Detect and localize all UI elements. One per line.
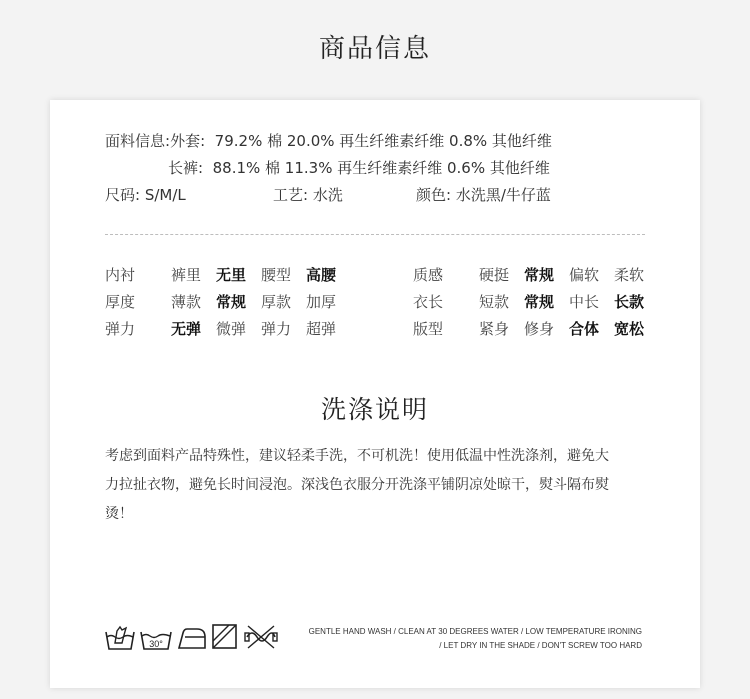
fabric-pants-label: 长裤:	[168, 159, 204, 177]
attribute-option: 裤里	[171, 266, 202, 284]
color-label: 颜色:	[416, 186, 452, 204]
attribute-option-selected: 长款	[614, 293, 645, 311]
attribute-label: 质感	[413, 266, 444, 284]
attribute-option: 偏软	[569, 266, 600, 284]
attribute-option-selected: 无弹	[171, 320, 202, 338]
attribute-label: 内衬	[105, 266, 136, 284]
fabric-pants-line	[168, 157, 550, 178]
wash-line-3: 烫！	[105, 506, 133, 522]
attribute-option-selected: 常规	[524, 266, 555, 284]
dashed-divider	[105, 234, 645, 235]
attribute-option: 超弹	[306, 320, 337, 338]
color-info	[416, 184, 551, 205]
care-text-line-1: GENTLE HAND WASH / CLEAN AT 30 DEGREES WATER / LOW TEMPERATURE IRONING	[308, 627, 642, 636]
attribute-option: 弹力	[261, 320, 292, 338]
attribute-option-selected: 常规	[216, 293, 247, 311]
attribute-option-selected: 无里	[216, 266, 247, 284]
attribute-option: 短款	[479, 293, 510, 311]
wash-title: 洗涤说明	[320, 395, 429, 424]
fabric-label: 面料信息:	[105, 132, 171, 150]
size-info	[105, 184, 186, 205]
wash-instructions	[105, 442, 645, 529]
attribute-label: 衣长	[413, 293, 444, 311]
attribute-label: 厚度	[105, 293, 136, 311]
attribute-option-selected: 宽松	[614, 320, 645, 338]
attribute-option: 厚款	[261, 293, 292, 311]
fabric-outer-line	[105, 130, 552, 151]
wash-line-1: 考虑到面料产品特殊性，建议轻柔手洗，不可机洗！使用低温中性洗涤剂，避免大	[105, 448, 609, 464]
wash-30-icon	[140, 623, 172, 651]
attribute-option: 微弹	[216, 320, 247, 338]
attribute-option: 加厚	[306, 293, 337, 311]
attribute-option-selected: 合体	[569, 320, 600, 338]
attribute-label: 弹力	[105, 320, 136, 338]
attribute-option-selected: 常规	[524, 293, 555, 311]
hand-wash-icon	[105, 623, 135, 651]
craft-label: 工艺:	[273, 186, 309, 204]
iron-low-icon	[177, 623, 207, 651]
color-value: 水洗黑/牛仔蓝	[455, 186, 551, 204]
size-value: S/M/L	[144, 186, 186, 204]
attribute-option: 修身	[524, 320, 555, 338]
craft-value: 水洗	[312, 186, 343, 204]
attribute-option-selected: 高腰	[306, 266, 337, 284]
no-wring-icon	[244, 623, 278, 651]
attribute-option: 紧身	[479, 320, 510, 338]
attribute-option: 腰型	[261, 266, 292, 284]
size-label: 尺码:	[105, 186, 141, 204]
dry-shade-icon	[211, 623, 239, 651]
fabric-outer-label: 外套:	[170, 132, 206, 150]
care-text-line-2: / LET DRY IN THE SHADE / DON'T SCREW TOO HARD	[439, 641, 642, 650]
craft-info	[273, 184, 343, 205]
fabric-outer-value: 79.2% 棉 20.0% 再生纤维素纤维 0.8% 其他纤维	[214, 132, 552, 150]
page-title: 商品信息	[318, 34, 431, 64]
attribute-option: 硬挺	[479, 266, 510, 284]
wash-temp-text: 30°	[149, 639, 163, 649]
attribute-option: 中长	[569, 293, 600, 311]
attribute-option: 柔软	[614, 266, 645, 284]
attribute-label: 版型	[413, 320, 444, 338]
attribute-option: 薄款	[171, 293, 202, 311]
product-info-card	[50, 100, 700, 688]
fabric-pants-value: 88.1% 棉 11.3% 再生纤维素纤维 0.6% 其他纤维	[212, 159, 550, 177]
wash-line-2: 力拉扯衣物，避免长时间浸泡。深浅色衣服分开洗涤平铺阴凉处晾干，熨斗隔布熨	[105, 477, 609, 493]
